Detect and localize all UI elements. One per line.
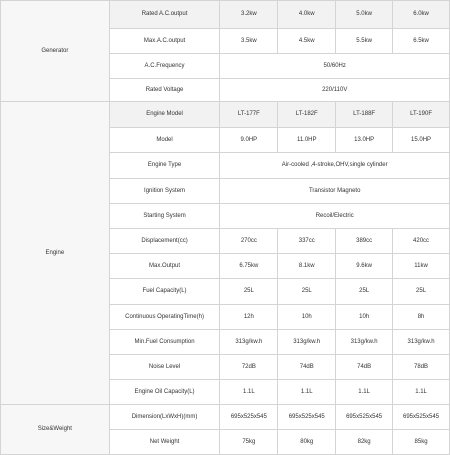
row-label: Displacement(cc) xyxy=(109,229,220,254)
cell-value: 25L xyxy=(278,279,336,305)
table-row xyxy=(1,405,450,430)
cell-value: 74dB xyxy=(336,355,393,380)
group-generator: Generator xyxy=(1,1,110,102)
cell-value: 12h xyxy=(220,305,278,330)
cell-value: 695x525x545 xyxy=(336,405,393,430)
cell-value: 72dB xyxy=(220,355,278,380)
cell-value: 313g/kw.h xyxy=(393,330,450,355)
cell-value: 695x525x545 xyxy=(278,405,336,430)
cell-value: 6.5kw xyxy=(393,29,450,54)
cell-value: 6.0kw xyxy=(393,1,450,29)
cell-value: 75kg xyxy=(220,430,278,455)
table-row xyxy=(1,102,450,128)
cell-value: 1.1L xyxy=(336,380,393,405)
cell-value: 1.1L xyxy=(220,380,278,405)
cell-value: 695x525x545 xyxy=(220,405,278,430)
cell-value: 10h xyxy=(336,305,393,330)
cell-value: 5.0kw xyxy=(336,1,393,29)
row-label: Engine Model xyxy=(109,102,220,128)
cell-value: 74dB xyxy=(278,355,336,380)
group-engine: Engine xyxy=(1,102,110,405)
cell-value: 15.0HP xyxy=(393,128,450,153)
cell-value: 25L xyxy=(336,279,393,305)
cell-value: 313g/kw.h xyxy=(220,330,278,355)
cell-value: 313g/kw.h xyxy=(278,330,336,355)
cell-value: 389cc xyxy=(336,229,393,254)
row-label: Continuous OperatingTime(h) xyxy=(109,305,220,330)
row-label: Ignition System xyxy=(109,179,220,204)
cell-value: 313g/kw.h xyxy=(336,330,393,355)
cell-value: 4.5kw xyxy=(278,29,336,54)
cell-value: 9.6kw xyxy=(336,254,393,279)
cell-value: 11.0HP xyxy=(278,128,336,153)
cell-value: 695x525x545 xyxy=(393,405,450,430)
row-label: Model xyxy=(109,128,220,153)
row-label: Fuel Capacity(L) xyxy=(109,279,220,305)
row-label: Engine Type xyxy=(109,153,220,179)
cell-value: 85kg xyxy=(393,430,450,455)
cell-value: 11kw xyxy=(393,254,450,279)
cell-value: 80kg xyxy=(278,430,336,455)
row-label: Engine Oil Capacity(L) xyxy=(109,380,220,405)
cell-value: 1.1L xyxy=(393,380,450,405)
row-label: A.C.Frequency xyxy=(109,54,220,79)
cell-value: 3.2kw xyxy=(220,1,278,29)
cell-value: 9.0HP xyxy=(220,128,278,153)
row-label: Starting System xyxy=(109,204,220,229)
cell-value: 4.0kw xyxy=(278,1,336,29)
cell-value-span: 220/110V xyxy=(220,79,450,102)
row-label: Min.Fuel Consumption xyxy=(109,330,220,355)
cell-value: LT-190F xyxy=(393,102,450,128)
cell-value: 6.75kw xyxy=(220,254,278,279)
row-label: Max.A.C.output xyxy=(109,29,220,54)
cell-value: 337cc xyxy=(278,229,336,254)
cell-value: 8h xyxy=(393,305,450,330)
cell-value: LT-188F xyxy=(336,102,393,128)
cell-value: 8.1kw xyxy=(278,254,336,279)
row-label: Noise Level xyxy=(109,355,220,380)
cell-value: LT-177F xyxy=(220,102,278,128)
cell-value: 270cc xyxy=(220,229,278,254)
cell-value-span: Air-cooled ,4-stroke,OHV,single cylinder xyxy=(220,153,450,179)
cell-value: 25L xyxy=(220,279,278,305)
table-row xyxy=(1,1,450,29)
cell-value: 25L xyxy=(393,279,450,305)
cell-value-span: Recoil/Electric xyxy=(220,204,450,229)
row-label: Max.Output xyxy=(109,254,220,279)
cell-value: 10h xyxy=(278,305,336,330)
row-label: Dimension(LxWxH)(mm) xyxy=(109,405,220,430)
cell-value: 82kg xyxy=(336,430,393,455)
cell-value: 5.5kw xyxy=(336,29,393,54)
row-label: Rated A.C.output xyxy=(109,1,220,29)
cell-value-span: Transistor Magneto xyxy=(220,179,450,204)
cell-value: 78dB xyxy=(393,355,450,380)
cell-value: LT-182F xyxy=(278,102,336,128)
cell-value: 3.5kw xyxy=(220,29,278,54)
cell-value: 13.0HP xyxy=(336,128,393,153)
group-size-weight: Size&Weight xyxy=(1,405,110,455)
cell-value: 420cc xyxy=(393,229,450,254)
row-label: Rated Voltage xyxy=(109,79,220,102)
row-label: Net Weight xyxy=(109,430,220,455)
cell-value-span: 50/60Hz xyxy=(220,54,450,79)
cell-value: 1.1L xyxy=(278,380,336,405)
